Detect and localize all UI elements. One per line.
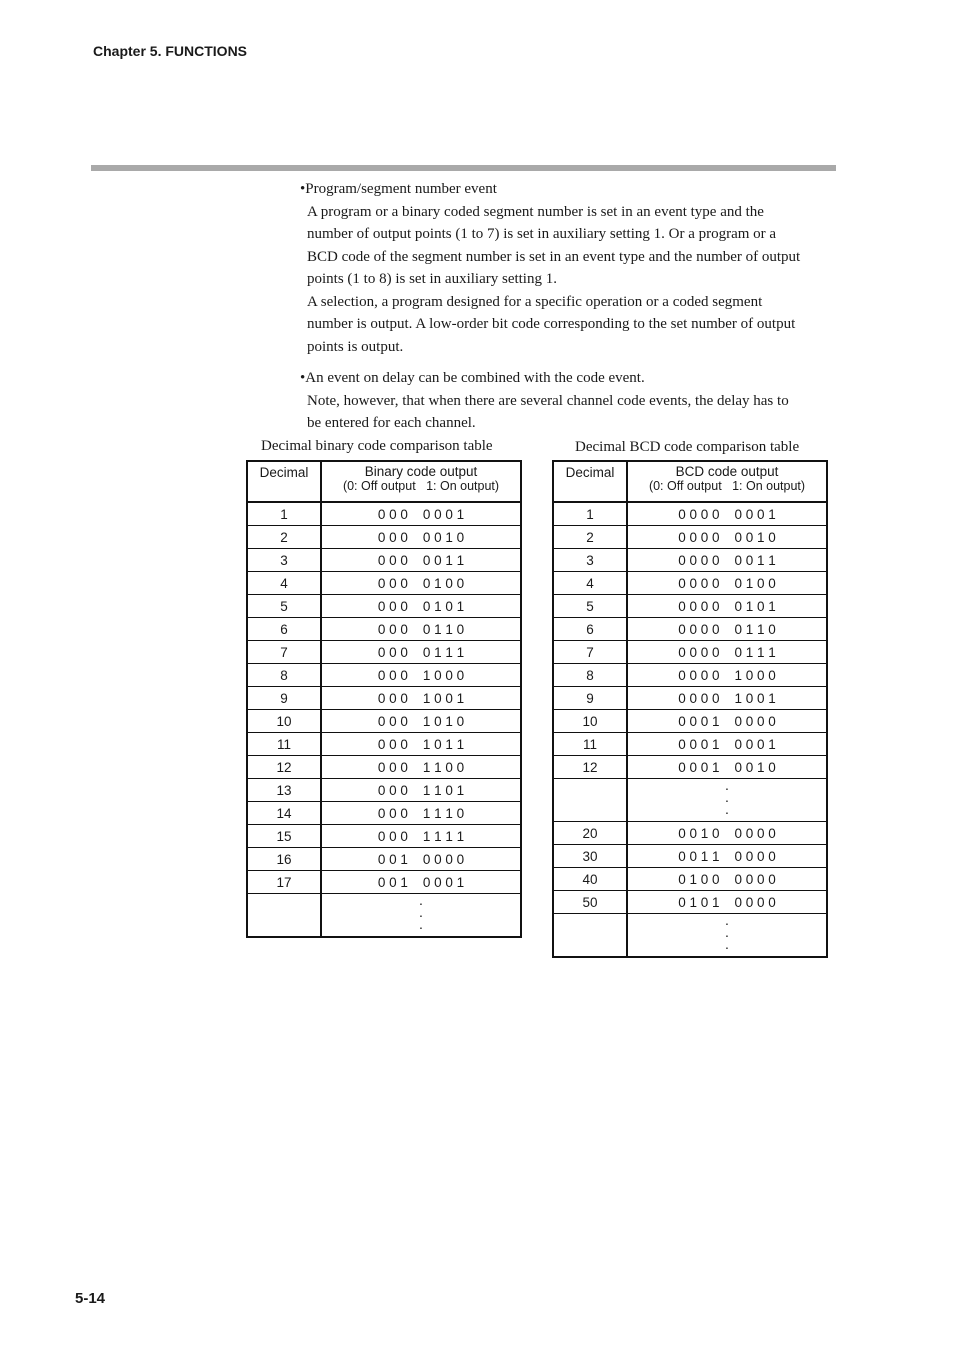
table-row (248, 571, 520, 594)
decimal-cell: 16 (248, 848, 322, 870)
table-row (554, 548, 826, 571)
code-cell: 0 0 1 0 0 0 1 (377, 874, 465, 890)
table-row (248, 502, 520, 525)
paragraph-event-delay (300, 367, 840, 435)
decimal-cell: 8 (248, 664, 322, 686)
decimal-cell: 13 (248, 779, 322, 801)
decimal-cell: 8 (554, 664, 628, 686)
decimal-cell: 9 (554, 687, 628, 709)
bcd-code-table (552, 460, 828, 958)
table-row (554, 571, 826, 594)
code-cell: 0 0 0 0 0 1 1 (377, 552, 465, 568)
code-cell: 0 0 0 0 1 0 0 0 (678, 667, 776, 683)
header-decimal: Decimal (554, 462, 628, 501)
paragraph-program-segment (300, 178, 840, 358)
table-row (248, 824, 520, 847)
code-cell: 0 0 0 0 0 0 0 1 (678, 506, 776, 522)
ellipsis-dots: · · · (724, 780, 730, 820)
table-row (554, 663, 826, 686)
table-row (554, 821, 826, 844)
decimal-cell: 30 (554, 845, 628, 867)
decimal-cell: 20 (554, 822, 628, 844)
table-row (554, 732, 826, 755)
ellipsis-dots: · · · (418, 895, 424, 935)
code-cell: 0 0 1 1 0 0 0 0 (678, 848, 776, 864)
decimal-cell: 7 (248, 641, 322, 663)
table-row (248, 847, 520, 870)
decimal-cell: 4 (554, 572, 628, 594)
code-cell: 0 0 0 0 0 1 1 1 (678, 644, 776, 660)
page-number: 5-14 (75, 1290, 106, 1307)
paragraph-line: number of output points (1 to 7) is set in auxiliary setting 1. Or a program or a (307, 226, 777, 242)
table-header-row (248, 462, 520, 502)
chapter-header: Chapter 5. FUNCTIONS (93, 43, 248, 59)
table-row (248, 525, 520, 548)
table-row (248, 594, 520, 617)
paragraph-line: A selection, a program designed for a specific operation or a coded segment (307, 293, 763, 310)
code-cell: 0 0 1 0 0 0 0 0 (678, 825, 776, 841)
paragraph-title: •An event on delay can be combined with the code event. (300, 370, 645, 386)
code-cell: 0 0 0 0 1 0 0 (377, 575, 465, 591)
code-cell: 0 0 0 0 0 1 0 (377, 529, 465, 545)
paragraph-line: number is output. A low-order bit code corresponding to the set number of output (307, 316, 796, 332)
decimal-cell: 1 (554, 503, 628, 525)
table-row-ellipsis (248, 893, 520, 936)
code-cell: 0 0 0 1 0 1 1 (377, 736, 465, 752)
code-cell: 0 0 0 0 1 1 1 (377, 644, 465, 660)
header-code-title: BCD code output (675, 463, 779, 479)
table-row (248, 709, 520, 732)
table-row (248, 617, 520, 640)
table-row (554, 709, 826, 732)
table-row (554, 525, 826, 548)
code-cell: 0 0 1 0 0 0 0 (377, 851, 465, 867)
header-code-subtitle: (0: Off output 1: On output) (342, 478, 500, 493)
code-cell: 0 0 0 1 1 0 0 (377, 759, 465, 775)
decimal-cell: 50 (554, 891, 628, 913)
table-row (248, 663, 520, 686)
code-cell: 0 1 0 0 0 0 0 0 (678, 871, 776, 887)
table-header-row (554, 462, 826, 502)
table-row (248, 686, 520, 709)
table-row (248, 870, 520, 893)
table-row (248, 548, 520, 571)
paragraph-line: A program or a binary coded segment number is set in an event type and the (307, 203, 764, 220)
decimal-cell: 5 (248, 595, 322, 617)
decimal-cell: 6 (554, 618, 628, 640)
code-cell: 0 0 0 1 1 0 1 (377, 782, 465, 798)
decimal-cell: 17 (248, 871, 322, 893)
code-cell: 0 0 0 1 0 1 0 (377, 713, 465, 729)
header-decimal: Decimal (248, 462, 322, 501)
table-row (554, 502, 826, 525)
table-row (248, 801, 520, 824)
code-cell: 0 0 0 0 0 0 1 (377, 506, 465, 522)
code-cell: 0 0 0 1 0 0 0 (377, 667, 465, 683)
decimal-cell: 2 (554, 526, 628, 548)
header-code-subtitle: (0: Off output 1: On output) (648, 478, 806, 493)
table-row (554, 890, 826, 913)
table-row (554, 755, 826, 778)
decimal-cell: 5 (554, 595, 628, 617)
paragraph-line: points (1 to 8) is set in auxiliary setting 1. (307, 271, 557, 287)
decimal-cell: 10 (554, 710, 628, 732)
decimal-cell: 9 (248, 687, 322, 709)
ellipsis-dots: · · · (724, 915, 730, 955)
code-cell: 0 1 0 1 0 0 0 0 (678, 894, 776, 910)
code-cell: 0 0 0 0 0 1 0 0 (678, 575, 776, 591)
table-row-ellipsis (554, 913, 826, 956)
code-cell: 0 0 0 1 0 0 1 (377, 690, 465, 706)
table-row (248, 732, 520, 755)
paragraph-line: BCD code of the segment number is set in an event type and the number of output (307, 248, 801, 265)
paragraph-line: be entered for each channel. (307, 415, 476, 431)
table-row (248, 640, 520, 663)
decimal-cell: 15 (248, 825, 322, 847)
bcd-table-caption: Decimal BCD code comparison table (575, 439, 800, 455)
code-cell: 0 0 0 1 0 0 0 1 (678, 736, 776, 752)
decimal-cell: 11 (248, 733, 322, 755)
code-cell: 0 0 0 1 0 0 1 0 (678, 759, 776, 775)
decimal-cell: 14 (248, 802, 322, 824)
code-cell: 0 0 0 0 1 0 1 (377, 598, 465, 614)
code-cell: 0 0 0 0 0 0 1 1 (678, 552, 776, 568)
paragraph-line: Note, however, that when there are several channel code events, the delay has to (307, 392, 789, 409)
binary-table-caption: Decimal binary code comparison table (261, 438, 493, 454)
header-code (322, 461, 520, 503)
table-row (248, 755, 520, 778)
decimal-cell: 3 (554, 549, 628, 571)
decimal-cell: 1 (248, 503, 322, 525)
code-cell: 0 0 0 0 1 0 0 1 (678, 690, 776, 706)
decimal-cell: 12 (248, 756, 322, 778)
code-cell: 0 0 0 1 0 0 0 0 (678, 713, 776, 729)
table-row-ellipsis (554, 778, 826, 821)
code-cell: 0 0 0 1 1 1 0 (377, 805, 465, 821)
code-cell: 0 0 0 1 1 1 1 (377, 828, 465, 844)
binary-code-table (246, 460, 522, 938)
decimal-cell: 2 (248, 526, 322, 548)
decimal-cell: 6 (248, 618, 322, 640)
paragraph-line: points is output. (307, 338, 404, 355)
table-row (554, 617, 826, 640)
code-cell: 0 0 0 0 1 1 0 (377, 621, 465, 637)
paragraph-title: •Program/segment number event (300, 181, 497, 197)
decimal-cell: 40 (554, 868, 628, 890)
decimal-cell: 3 (248, 549, 322, 571)
table-row (554, 640, 826, 663)
table-row (248, 778, 520, 801)
decimal-cell: 4 (248, 572, 322, 594)
header-code (628, 461, 826, 503)
section-divider (91, 165, 836, 171)
code-cell: 0 0 0 0 0 1 0 1 (678, 598, 776, 614)
decimal-cell: 12 (554, 756, 628, 778)
decimal-cell: 11 (554, 733, 628, 755)
table-row (554, 594, 826, 617)
table-row (554, 867, 826, 890)
code-cell: 0 0 0 0 0 1 1 0 (678, 621, 776, 637)
decimal-cell: 10 (248, 710, 322, 732)
table-row (554, 686, 826, 709)
header-code-title: Binary code output (364, 463, 478, 479)
table-row (554, 844, 826, 867)
code-cell: 0 0 0 0 0 0 1 0 (678, 529, 776, 545)
decimal-cell: 7 (554, 641, 628, 663)
